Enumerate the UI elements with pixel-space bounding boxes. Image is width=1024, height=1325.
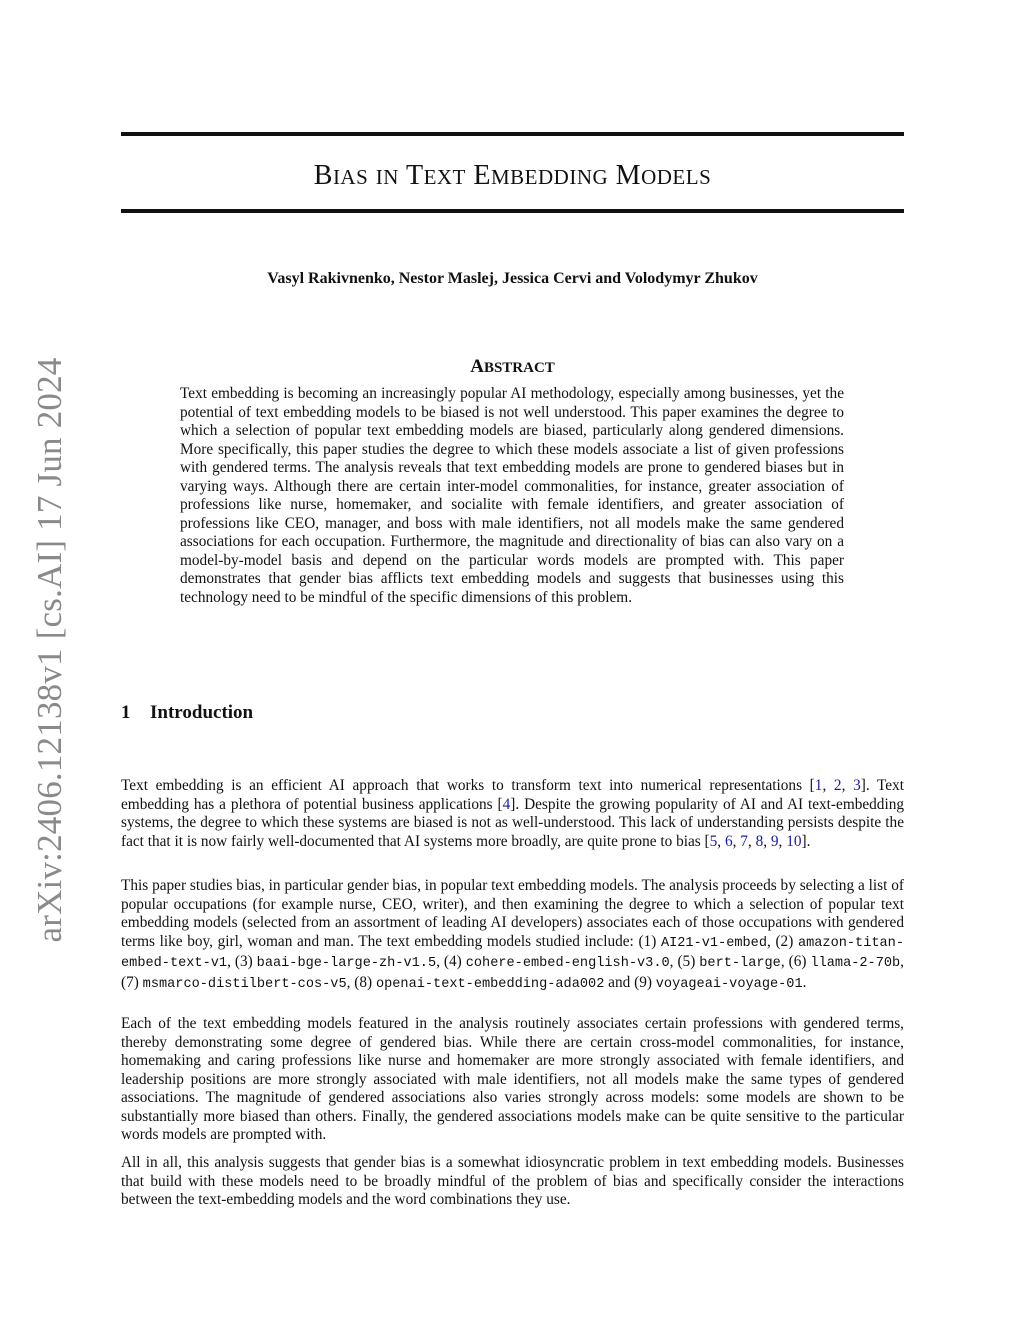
section-number: 1 xyxy=(121,702,131,723)
intro-paragraph-3: Each of the text embedding models featured in the analysis routinely associates certain professions with gendered terms, thereby demonstrating some degree of gendered bias. While there are certain cross-model commonalities, for instance, homemaking and caring professions like nurse and homemaker are more strongly associated with female identifiers, and leadership positions are more strongly associated with male identifiers, not all models make the same types of gendered associations. The magnitude of gendered associations also varies strongly across models: some models are shown to be substantially more biased than others. Finally, the gendered associations models make can be quite sensitive to the particular words models are prompted with. xyxy=(121,1015,904,1143)
intro-paragraph-2: This paper studies bias, in particular gender bias, in popular text embedding models. The analysis proceeds by selecting a list of popular occupations (for example nurse, CEO, writer), and then examining the degree to which a selection of popular text embedding models (selected from an assortment of leading AI developers) associates each of those occupations with gendered terms like boy, girl, woman and man. The text embedding models studied include: (1) AI21-v1-embed, (2) amazon-titan-embed-text-v1, (3) baai-bge-large-zh-v1.5, (4) cohere-embed-english-v3.0, (5) bert-large, (6) llama-2-70b, (7) msmarco-distilbert-cos-v5, (8) openai-text-embedding-ada002 and (9) voyageai-voyage-01. xyxy=(121,877,905,992)
citation-link[interactable]: 10 xyxy=(786,832,802,850)
citation-link[interactable]: 1 xyxy=(814,777,823,794)
model-name: llama-2-70b xyxy=(810,956,901,971)
abstract-heading: ABSTRACT xyxy=(470,356,555,377)
citation-link[interactable]: 9 xyxy=(770,832,779,850)
model-name: cohere-embed-english-v3.0 xyxy=(465,956,670,971)
section-heading xyxy=(121,702,253,724)
model-name: openai-text-embedding-ada002 xyxy=(375,976,605,992)
author-list: Vasyl Rakivnenko, Nestor Maslej, Jessica Cervi and Volodymyr Zhukov xyxy=(267,270,758,287)
title-rule-bottom xyxy=(121,209,904,213)
paper-title: BIAS IN TEXT EMBEDDING MODELS xyxy=(313,160,712,191)
intro-paragraph-4: All in all, this analysis suggests that gender bias is a somewhat idiosyncratic problem in text embedding models. Businesses that build with these models need to be broadly mindful of the problem of bias and specifically consider the interactions between the text-embedding models and the word combinations they use. xyxy=(121,1154,904,1208)
citation-link[interactable]: 3 xyxy=(853,777,861,794)
citation-link[interactable]: 8 xyxy=(755,832,764,850)
model-name: AI21-v1-embed xyxy=(660,935,767,951)
model-name: bert-large xyxy=(699,956,781,971)
abstract-body: Text embedding is becoming an increasingly popular AI methodology, especially among businesses, yet the potential of text embedding models to be biased is not well understood. This paper examines the degree to which a selection of popular text embedding models are biased, particularly along gendered dimensions. More specifically, this paper studies the degree to which these models associate a list of given professions with gendered terms. The analysis reveals that text embedding models are prone to gendered biases but in varying ways. Although there are certain inter-model commonalities, for instance, greater association of professions like nurse, homemaker, and socialite with female identifiers, and greater association of professions like CEO, manager, and boss with male identifiers, not all models make the same gendered associations for each occupation. Furthermore, the magnitude and directionality of bias can also vary on a model-by-model basis and depend on the particular words models are prompted with. This paper demonstrates that gender bias afflicts text embedding models and suggests that businesses using this technology need to be mindful of the specific dimensions of this problem. xyxy=(180,385,844,606)
citation-link[interactable]: 2 xyxy=(833,777,842,794)
model-name: baai-bge-large-zh-v1.5 xyxy=(256,956,437,971)
model-name: amazon-titan-embed-text-v1 xyxy=(121,935,905,971)
section-title: Introduction xyxy=(150,702,254,723)
intro-paragraph-1: Text embedding is an efficient AI approach that works to transform text into numerical representations [1, 2, 3]. Text embedding has a plethora of potential business applications [4]. Despite the growing popularity of AI and AI text-embedding systems, the degree to which these systems are biased is not as well-understood. This lack of understanding persists despite the fact that it is now fairly well-documented that AI systems more broadly, are quite prone to bias [5, 6, 7, 8, 9, 10]. xyxy=(121,777,904,850)
citation-link[interactable]: 7 xyxy=(740,832,748,850)
title-rule-top xyxy=(121,132,904,136)
citation-link[interactable]: 4 xyxy=(502,795,511,813)
citation-link[interactable]: 5 xyxy=(709,832,718,850)
model-name: voyageai-voyage-01 xyxy=(655,976,803,992)
model-name: msmarco-distilbert-cos-v5 xyxy=(142,976,347,992)
citation-link[interactable]: 6 xyxy=(724,832,733,850)
arxiv-stamp: arXiv:2406.12138v1 [cs.AI] 17 Jun 2024 xyxy=(30,357,69,943)
